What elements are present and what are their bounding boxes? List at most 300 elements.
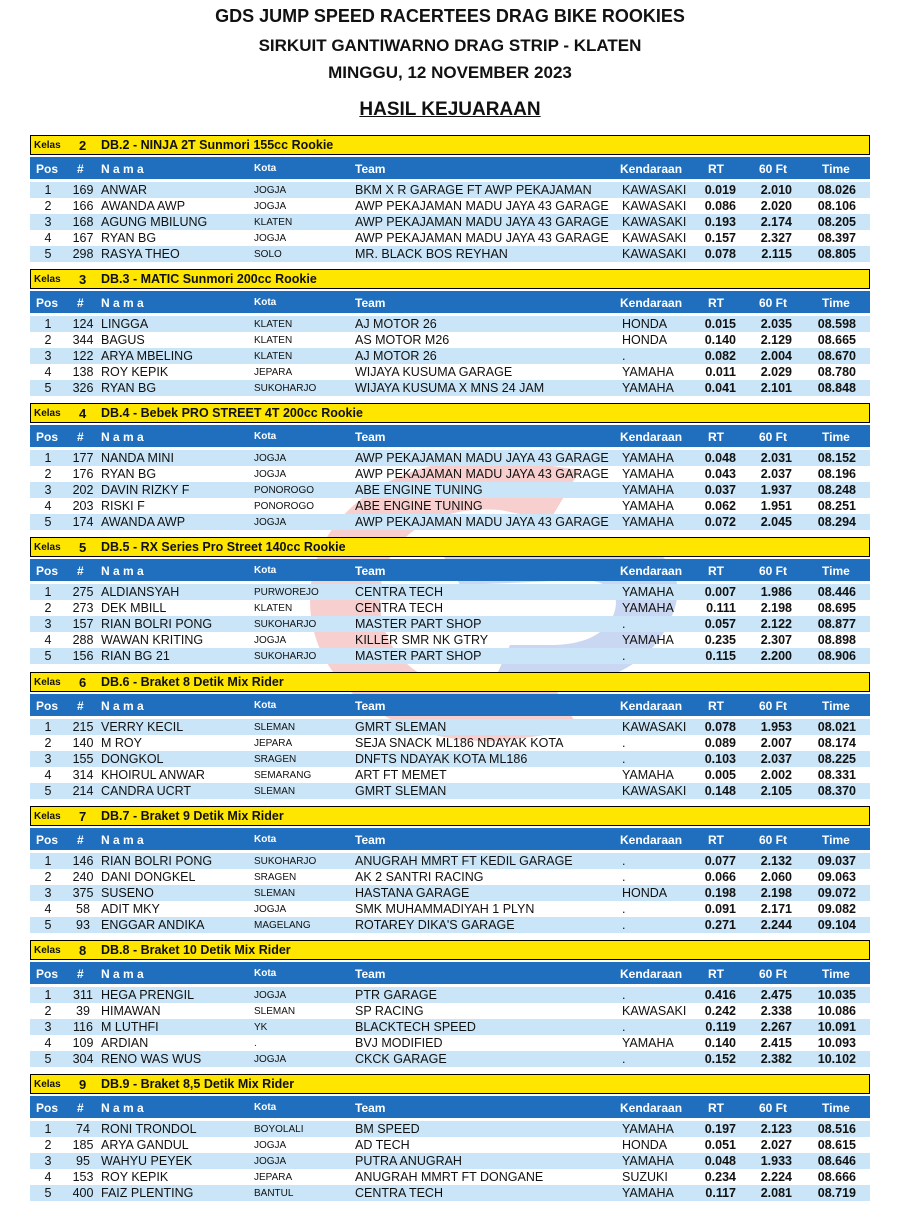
cell-time: 08.225 [817, 752, 856, 766]
class-header [30, 269, 870, 289]
col-number: # [77, 833, 84, 847]
cell-team: AK 2 SANTRI RACING [355, 870, 484, 884]
cell-rt: 0.078 [704, 720, 736, 734]
cell-team: DNFTS NDAYAK KOTA ML186 [355, 752, 528, 766]
cell-rt: 0.111 [706, 601, 736, 615]
class-section [30, 672, 870, 806]
class-number: 4 [79, 405, 87, 421]
cell-kendaraan: YAMAHA [622, 365, 674, 379]
col-kota: Kota [254, 700, 277, 711]
class-number: 8 [79, 942, 87, 958]
cell-number: 168 [72, 215, 94, 229]
cell-team: AJ MOTOR 26 [355, 317, 437, 331]
col-team: Team [355, 1101, 386, 1115]
cell-number: 174 [72, 515, 94, 529]
table-row [30, 648, 870, 664]
class-section [30, 403, 870, 537]
cell-60ft: 2.020 [760, 199, 792, 213]
cell-pos: 1 [44, 585, 52, 599]
col-kota: Kota [254, 1102, 277, 1113]
table-row [30, 1169, 870, 1185]
cell-pos: 2 [44, 1004, 52, 1018]
cell-number: 304 [72, 1052, 94, 1066]
cell-pos: 4 [44, 499, 52, 513]
cell-kendaraan: KAWASAKI [622, 215, 687, 229]
col-kota: Kota [254, 431, 277, 442]
table-row [30, 885, 870, 901]
cell-nama: DONGKOL [101, 752, 164, 766]
col-kendaraan: Kendaraan [620, 967, 683, 981]
cell-team: GMRT SLEMAN [355, 720, 447, 734]
results-rows [30, 853, 870, 933]
table-row [30, 917, 870, 933]
class-number: 3 [79, 271, 87, 287]
cell-rt: 0.119 [705, 1020, 736, 1034]
table-row [30, 1003, 870, 1019]
cell-kota: JOGJA [254, 635, 287, 646]
cell-team: KILLER SMR NK GTRY [355, 633, 489, 647]
table-header [30, 291, 870, 313]
cell-60ft: 2.027 [760, 1138, 792, 1152]
cell-pos: 3 [44, 617, 52, 631]
cell-rt: 0.198 [704, 886, 736, 900]
col-pos: Pos [36, 1101, 59, 1115]
cell-rt: 0.140 [704, 333, 736, 347]
class-header [30, 403, 870, 423]
col-kendaraan: Kendaraan [620, 1101, 683, 1115]
class-number: 7 [79, 808, 87, 824]
table-row [30, 735, 870, 751]
cell-kota: JEPARA [254, 367, 293, 378]
cell-number: 275 [72, 585, 94, 599]
cell-pos: 3 [44, 752, 52, 766]
cell-kendaraan: KAWASAKI [622, 720, 687, 734]
col-pos: Pos [36, 833, 59, 847]
cell-60ft: 2.105 [760, 784, 792, 798]
cell-kendaraan: HONDA [622, 317, 668, 331]
cell-pos: 5 [44, 1186, 52, 1200]
col-kendaraan: Kendaraan [620, 430, 683, 444]
class-section [30, 1074, 870, 1208]
cell-rt: 0.148 [704, 784, 736, 798]
table-row [30, 987, 870, 1003]
cell-time: 08.780 [817, 365, 856, 379]
cell-60ft: 1.933 [760, 1154, 792, 1168]
cell-rt: 0.091 [704, 902, 736, 916]
cell-rt: 0.117 [705, 1186, 736, 1200]
cell-number: 157 [72, 617, 94, 631]
cell-nama: DANI DONGKEL [101, 870, 196, 884]
class-header [30, 672, 870, 692]
cell-time: 08.906 [817, 649, 856, 663]
table-row [30, 600, 870, 616]
class-section [30, 940, 870, 1074]
cell-nama: ROY KEPIK [101, 1170, 169, 1184]
cell-nama: BAGUS [101, 333, 145, 347]
cell-kendaraan: YAMAHA [622, 499, 674, 513]
table-row [30, 1035, 870, 1051]
cell-rt: 0.062 [704, 499, 736, 513]
col-60ft: 60 Ft [759, 833, 788, 847]
cell-60ft: 2.123 [760, 1122, 792, 1136]
cell-time: 08.152 [817, 451, 856, 465]
table-row [30, 230, 870, 246]
cell-kota: SUKOHARJO [254, 619, 317, 630]
cell-kendaraan: KAWASAKI [622, 199, 687, 213]
cell-nama: FAIZ PLENTING [101, 1186, 194, 1200]
col-rt: RT [708, 1101, 724, 1115]
cell-rt: 0.048 [704, 451, 736, 465]
col-60ft: 60 Ft [759, 430, 788, 444]
col-number: # [77, 699, 84, 713]
class-name: DB.3 - MATIC Sunmori 200cc Rookie [101, 272, 317, 286]
cell-kendaraan: SUZUKI [622, 1170, 668, 1184]
cell-kendaraan: KAWASAKI [622, 231, 687, 245]
cell-60ft: 2.198 [760, 886, 792, 900]
table-header [30, 828, 870, 850]
col-number: # [77, 296, 84, 310]
cell-60ft: 2.010 [760, 183, 792, 197]
cell-pos: 5 [44, 247, 52, 261]
table-row [30, 1051, 870, 1067]
cell-rt: 0.157 [704, 231, 736, 245]
cell-team: AWP PEKAJAMAN MADU JAYA 43 GARAGE [355, 515, 609, 529]
results-rows [30, 987, 870, 1067]
cell-nama: M LUTHFI [101, 1020, 159, 1034]
cell-kendaraan: KAWASAKI [622, 1004, 687, 1018]
cell-pos: 4 [44, 231, 52, 245]
cell-pos: 4 [44, 902, 52, 916]
cell-pos: 4 [44, 1170, 52, 1184]
cell-kendaraan: . [622, 854, 626, 868]
cell-60ft: 2.007 [760, 736, 792, 750]
cell-kendaraan: KAWASAKI [622, 183, 687, 197]
class-label: Kelas [34, 1078, 61, 1090]
cell-nama: ADIT MKY [101, 902, 160, 916]
cell-60ft: 2.307 [760, 633, 792, 647]
table-row [30, 719, 870, 735]
cell-kendaraan: YAMAHA [622, 1154, 674, 1168]
cell-pos: 5 [44, 784, 52, 798]
cell-team: AS MOTOR M26 [355, 333, 450, 347]
cell-kendaraan: . [622, 752, 626, 766]
col-number: # [77, 430, 84, 444]
cell-nama: ARDIAN [101, 1036, 149, 1050]
cell-kota: PONOROGO [254, 485, 315, 496]
class-section [30, 537, 870, 671]
cell-kota: SRAGEN [254, 872, 297, 883]
cell-kendaraan: YAMAHA [622, 483, 674, 497]
cell-team: MR. BLACK BOS REYHAN [355, 247, 508, 261]
table-row [30, 364, 870, 380]
cell-team: BVJ MODIFIED [355, 1036, 443, 1050]
cell-kota: JOGJA [254, 1140, 287, 1151]
results-heading: HASIL KEJUARAAN [359, 99, 541, 120]
cell-number: 177 [72, 451, 94, 465]
cell-rt: 0.057 [704, 617, 736, 631]
table-header [30, 425, 870, 447]
cell-pos: 2 [44, 870, 52, 884]
cell-nama: RYAN BG [101, 381, 157, 395]
cell-time: 08.248 [817, 483, 856, 497]
col-kendaraan: Kendaraan [620, 564, 683, 578]
cell-nama: HIMAWAN [101, 1004, 161, 1018]
cell-kota: JOGJA [254, 233, 287, 244]
cell-time: 08.666 [817, 1170, 856, 1184]
cell-kota: JOGJA [254, 469, 287, 480]
cell-pos: 5 [44, 649, 52, 663]
cell-kota: KLATEN [254, 603, 293, 614]
cell-rt: 0.019 [704, 183, 736, 197]
cell-time: 08.196 [817, 467, 856, 481]
cell-number: 176 [72, 467, 94, 481]
cell-60ft: 2.122 [760, 617, 792, 631]
cell-kendaraan: YAMAHA [622, 601, 674, 615]
cell-number: 167 [72, 231, 94, 245]
col-rt: RT [708, 162, 724, 176]
cell-team: AWP PEKAJAMAN MADU JAYA 43 GARAGE [355, 451, 609, 465]
col-kendaraan: Kendaraan [620, 162, 683, 176]
cell-number: 138 [72, 365, 94, 379]
cell-60ft: 1.937 [760, 483, 792, 497]
cell-team: MASTER PART SHOP [355, 649, 482, 663]
cell-kota: BANTUL [254, 1188, 294, 1199]
cell-60ft: 1.986 [760, 585, 792, 599]
class-name: DB.7 - Braket 9 Detik Mix Rider [101, 809, 284, 823]
cell-team: BM SPEED [355, 1122, 420, 1136]
cell-rt: 0.193 [704, 215, 736, 229]
cell-team: ANUGRAH MMRT FT DONGANE [355, 1170, 544, 1184]
cell-pos: 4 [44, 633, 52, 647]
table-row [30, 246, 870, 262]
cell-number: 109 [72, 1036, 94, 1050]
col-pos: Pos [36, 699, 59, 713]
cell-nama: DAVIN RIZKY F [101, 483, 190, 497]
cell-team: CENTRA TECH [355, 585, 443, 599]
col-time: Time [822, 430, 850, 444]
cell-60ft: 2.198 [760, 601, 792, 615]
class-number: 2 [79, 137, 87, 153]
cell-team: WIJAYA KUSUMA GARAGE [355, 365, 513, 379]
table-row [30, 450, 870, 466]
cell-pos: 2 [44, 1138, 52, 1152]
cell-number: 240 [72, 870, 94, 884]
cell-kendaraan: . [622, 902, 626, 916]
cell-rt: 0.048 [704, 1154, 736, 1168]
cell-rt: 0.140 [704, 1036, 736, 1050]
cell-kota: KLATEN [254, 351, 293, 362]
cell-kota: JEPARA [254, 1172, 293, 1183]
cell-rt: 0.041 [704, 381, 736, 395]
cell-60ft: 2.129 [760, 333, 792, 347]
cell-rt: 0.197 [704, 1122, 736, 1136]
cell-nama: AGUNG MBILUNG [101, 215, 208, 229]
col-60ft: 60 Ft [759, 699, 788, 713]
cell-team: GMRT SLEMAN [355, 784, 447, 798]
col-team: Team [355, 162, 386, 176]
cell-rt: 0.043 [704, 467, 736, 481]
cell-time: 10.102 [817, 1052, 856, 1066]
cell-kota: . [254, 1038, 257, 1049]
cell-nama: KHOIRUL ANWAR [101, 768, 205, 782]
cell-time: 08.646 [817, 1154, 856, 1168]
cell-pos: 3 [44, 215, 52, 229]
cell-pos: 3 [44, 1020, 52, 1034]
cell-team: AWP PEKAJAMAN MADU JAYA 43 GARAGE [355, 231, 609, 245]
cell-60ft: 2.475 [760, 988, 792, 1002]
class-header [30, 1074, 870, 1094]
col-kota: Kota [254, 163, 277, 174]
cell-kendaraan: YAMAHA [622, 381, 674, 395]
col-nama: N a m a [101, 296, 144, 310]
class-name: DB.8 - Braket 10 Detik Mix Rider [101, 943, 291, 957]
cell-pos: 3 [44, 886, 52, 900]
cell-60ft: 2.327 [760, 231, 792, 245]
class-section [30, 135, 870, 269]
results-rows [30, 316, 870, 396]
cell-number: 185 [72, 1138, 94, 1152]
cell-number: 122 [72, 349, 94, 363]
cell-time: 08.174 [817, 736, 856, 750]
col-60ft: 60 Ft [759, 296, 788, 310]
cell-rt: 0.086 [704, 199, 736, 213]
cell-number: 311 [73, 988, 93, 1002]
cell-nama: SUSENO [101, 886, 154, 900]
table-row [30, 332, 870, 348]
cell-kendaraan: YAMAHA [622, 467, 674, 481]
cell-number: 215 [72, 720, 94, 734]
table-row [30, 751, 870, 767]
class-label: Kelas [34, 676, 61, 688]
col-kendaraan: Kendaraan [620, 296, 683, 310]
cell-time: 10.091 [817, 1020, 856, 1034]
cell-nama: AWANDA AWP [101, 515, 186, 529]
cell-number: 58 [76, 902, 90, 916]
cell-kota: JOGJA [254, 517, 287, 528]
cell-team: ROTAREY DIKA'S GARAGE [355, 918, 515, 932]
cell-pos: 1 [44, 1122, 52, 1136]
cell-nama: WAWAN KRITING [101, 633, 204, 647]
cell-kota: JOGJA [254, 1156, 287, 1167]
cell-time: 08.446 [817, 585, 856, 599]
table-row [30, 1153, 870, 1169]
cell-kendaraan: . [622, 349, 626, 363]
cell-kendaraan: YAMAHA [622, 768, 674, 782]
col-pos: Pos [36, 162, 59, 176]
col-kota: Kota [254, 565, 277, 576]
cell-rt: 0.152 [704, 1052, 736, 1066]
cell-60ft: 2.045 [760, 515, 792, 529]
cell-kendaraan: YAMAHA [622, 585, 674, 599]
cell-nama: RONI TRONDOL [101, 1122, 197, 1136]
col-nama: N a m a [101, 967, 144, 981]
cell-kota: MAGELANG [254, 920, 311, 931]
cell-60ft: 2.171 [760, 902, 792, 916]
cell-time: 08.294 [817, 515, 856, 529]
cell-nama: ARYA GANDUL [101, 1138, 189, 1152]
cell-time: 08.516 [817, 1122, 856, 1136]
cell-60ft: 2.338 [760, 1004, 792, 1018]
col-rt: RT [708, 564, 724, 578]
cell-rt: 0.011 [705, 365, 736, 379]
cell-team: SMK MUHAMMADIYAH 1 PLYN [355, 902, 535, 916]
cell-60ft: 2.382 [760, 1052, 792, 1066]
cell-kota: SUKOHARJO [254, 651, 317, 662]
cell-team: CENTRA TECH [355, 601, 443, 615]
cell-nama: RIAN BOLRI PONG [101, 617, 213, 631]
cell-number: 116 [73, 1020, 93, 1034]
cell-pos: 5 [44, 918, 52, 932]
cell-60ft: 2.244 [760, 918, 792, 932]
cell-kota: JOGJA [254, 185, 287, 196]
col-number: # [77, 162, 84, 176]
cell-time: 09.072 [817, 886, 856, 900]
cell-kota: KLATEN [254, 335, 293, 346]
cell-pos: 3 [44, 483, 52, 497]
col-pos: Pos [36, 967, 59, 981]
table-row [30, 1019, 870, 1035]
table-row [30, 767, 870, 783]
cell-kota: JOGJA [254, 453, 287, 464]
cell-rt: 0.082 [704, 349, 736, 363]
class-section [30, 806, 870, 940]
cell-kendaraan: . [622, 988, 626, 1002]
table-row [30, 1185, 870, 1201]
cell-nama: RIAN BOLRI PONG [101, 854, 213, 868]
cell-60ft: 2.415 [760, 1036, 792, 1050]
cell-60ft: 2.004 [760, 349, 792, 363]
col-nama: N a m a [101, 833, 144, 847]
cell-time: 08.665 [817, 333, 856, 347]
cell-pos: 4 [44, 768, 52, 782]
cell-kendaraan: YAMAHA [622, 633, 674, 647]
table-row [30, 514, 870, 530]
col-kota: Kota [254, 834, 277, 845]
cell-kota: SRAGEN [254, 754, 297, 765]
cell-kendaraan: . [622, 1020, 626, 1034]
cell-number: 155 [72, 752, 94, 766]
col-time: Time [822, 296, 850, 310]
cell-number: 273 [72, 601, 94, 615]
cell-time: 08.719 [817, 1186, 856, 1200]
cell-nama: DEK MBILL [101, 601, 167, 615]
cell-pos: 4 [44, 365, 52, 379]
cell-team: AWP PEKAJAMAN MADU JAYA 43 GARAGE [355, 199, 609, 213]
cell-team: WIJAYA KUSUMA X MNS 24 JAM [355, 381, 545, 395]
cell-kendaraan: . [622, 1052, 626, 1066]
cell-nama: ALDIANSYAH [101, 585, 180, 599]
table-row [30, 584, 870, 600]
class-label: Kelas [34, 944, 61, 956]
cell-time: 08.370 [817, 784, 856, 798]
cell-number: 153 [72, 1170, 94, 1184]
cell-rt: 0.242 [704, 1004, 736, 1018]
table-row [30, 316, 870, 332]
cell-team: CENTRA TECH [355, 1186, 443, 1200]
table-header [30, 1096, 870, 1118]
cell-time: 08.615 [817, 1138, 856, 1152]
cell-team: SP RACING [355, 1004, 424, 1018]
cell-kendaraan: YAMAHA [622, 1122, 674, 1136]
cell-kendaraan: YAMAHA [622, 451, 674, 465]
cell-60ft: 2.037 [760, 467, 792, 481]
col-rt: RT [708, 296, 724, 310]
cell-kota: JOGJA [254, 904, 287, 915]
cell-kota: SLEMAN [254, 1006, 296, 1017]
cell-number: 74 [76, 1122, 90, 1136]
col-60ft: 60 Ft [759, 1101, 788, 1115]
table-row [30, 498, 870, 514]
